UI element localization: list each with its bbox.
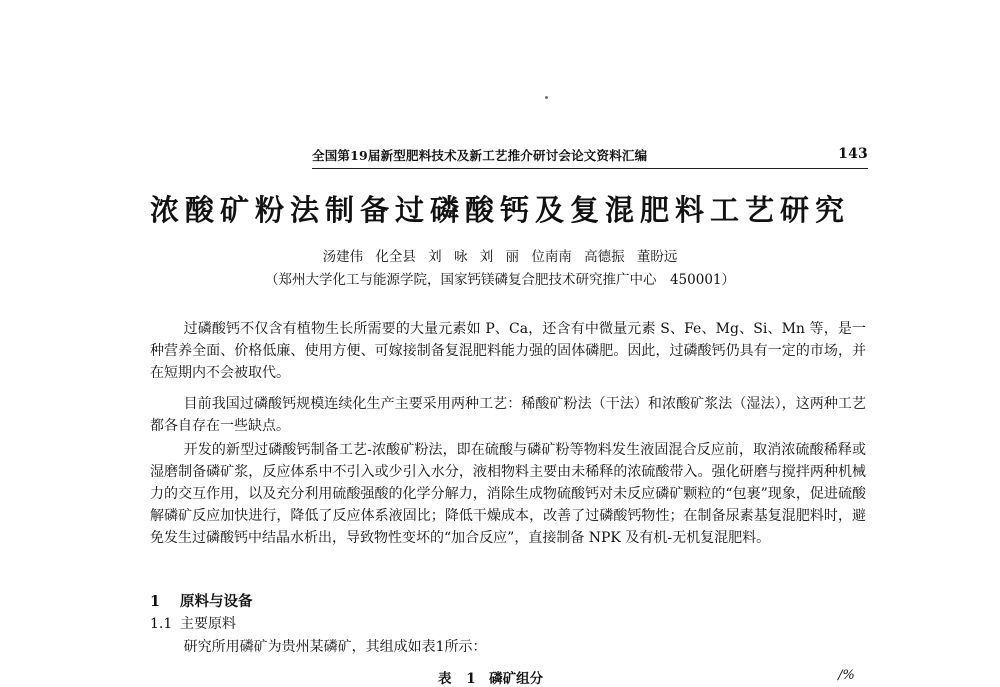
paragraph-4: 研究所用磷矿为贵州某磷矿，其组成如表1所示： (183, 639, 487, 655)
author-list: 汤建伟 化全县 刘 咏 刘 丽 位南南 高德振 董盼远 (322, 249, 678, 265)
paper-title: 浓酸矿粉法制备过磷酸钙及复混肥料工艺研究 (149, 193, 850, 227)
section-number: 1 (150, 593, 161, 610)
affiliation: （郑州大学化工与能源学院，国家钙镁磷复合肥技术研究推广中心 450001） (264, 272, 736, 288)
section-heading-1-1 (150, 613, 236, 633)
paragraph-1: 过磷酸钙不仅含有植物生长所需要的大量元素如 P、Ca，还含有中微量元素 S、Fe、Mg、Si、Mn 等，是一种营养全面、价格低廉、使用方便、可嫁接制备复混肥料能力强的固体磷肥。因此，过磷酸钙仍具有一定的市场，并在短期内不会被取代。 (150, 321, 866, 381)
table-caption: 表 1 磷矿组分 (438, 671, 544, 687)
page-speck (545, 96, 548, 99)
section-heading-1 (150, 590, 253, 611)
section-title: 原料与设备 (180, 593, 253, 610)
section-number: 1.1 (150, 616, 173, 632)
paragraph-2: 目前我国过磷酸钙规模连续化生产主要采用两种工艺：稀酸矿粉法（干法）和浓酸矿浆法（湿法），这两种工艺都各自存在一些缺点。 (150, 396, 866, 434)
page-number: 143 (838, 146, 868, 162)
table-unit: /% (838, 668, 855, 683)
running-header (312, 146, 868, 169)
journal-name: 全国第19届新型肥料技术及新工艺推介研讨会论文资料汇编 (312, 148, 648, 163)
section-title: 主要原料 (180, 616, 236, 632)
paragraph-3: 开发的新型过磷酸钙制备工艺-浓酸矿粉法，即在硫酸与磷矿粉等物料发生液固混合反应前，取消浓硫酸稀释或湿磨制备磷矿浆，反应体系中不引入或少引入水分，液相物料主要由未稀释的浓硫酸带入。强化研磨与搅拌两种机械力的交互作用，以及充分利用硫酸强酸的化学分解力，消除生成物硫酸钙对未反应磷矿颗粒的“包裹”现象，促进硫酸解磷矿反应加快进行，降低了反应体系液固比；降低干燥成本，改善了过磷酸钙物性；在制备尿素基复混肥料时，避免发生过磷酸钙中结晶水析出，导致物性变坏的“加合反应”，直接制备 NPK 及有机-无机复混肥料。 (150, 442, 866, 546)
